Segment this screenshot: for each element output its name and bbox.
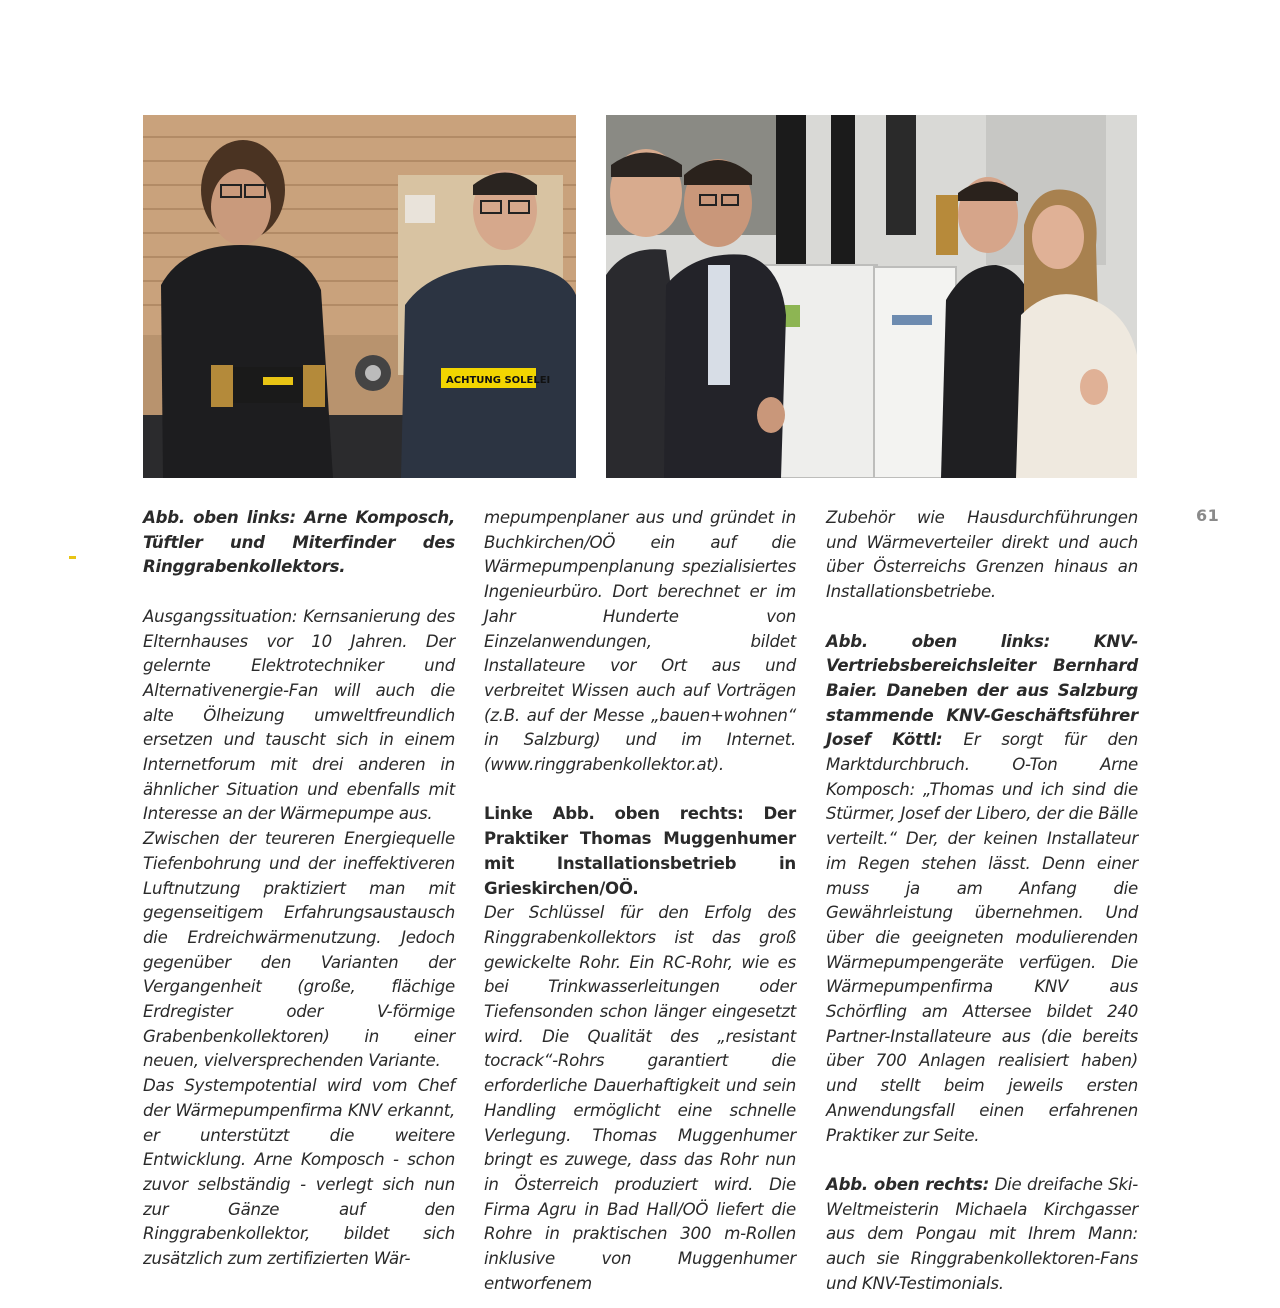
paragraph: Zwischen der teureren Energiequelle Tiefenbohrung und der ineffektiveren Luftnutzung praktiziert man mit gegenseitigem Erfahrungsaustausch die Erdreichwärmenutzung. Jedoch gegenüber den Varianten der Vergangenheit (große, flächige Erdregister oder V-förmige Grabenbenkollektoren) in einer neuen, vielversprechenden Variante. <box>143 829 455 1071</box>
paragraph: Zubehör wie Hausdurchführungen und Wärmeverteiler direkt und auch über Österreichs Grenzen hinaus an Installationsbetriebe. <box>826 508 1138 602</box>
page-number: 61 <box>1196 506 1220 525</box>
photo-left-illustration <box>143 115 576 478</box>
caption-right-photo-left: Linke Abb. oben rechts: Der Praktiker Thomas Muggenhumer mit Installationsbetrieb in Grieskirchen/OÖ. <box>484 804 796 898</box>
photo-right-illustration <box>606 115 1137 478</box>
caption-knv-paragraph <box>826 630 1138 1149</box>
paragraph: Das Systempotential wird vom Chef der Wärmepumpenfirma KNV erkannt, er unterstützt die weitere Entwicklung. Arne Komposch - schon zuvor selbständig - verlegt sich nun zur Gänze auf den Ringgrabenkollektor, bildet sich zusätzlich zum zertifizierten Wär- <box>143 1076 455 1269</box>
photo-left-arne-komposch-and-thomas-muggenhumer <box>143 115 576 478</box>
tape-text: ACHTUNG SOLELEI <box>446 375 551 386</box>
text-column-2 <box>484 506 796 1296</box>
margin-mark <box>69 556 76 559</box>
paragraph: Der Schlüssel für den Erfolg des Ringgrabenkollektors ist das groß gewickelte Rohr. Ein RC-Rohr, wie es bei Trinkwasserleitungen oder Tiefensonden schon länger eingesetzt wird. Die Qualität des „resistant tocrack“-Rohrs garantiert die erforderliche Dauerhaftigkeit und sein Handling ermöglicht eine schnelle Verlegung. Thomas Muggenhumer bringt es zuwege, dass das Rohr nun in Österreich produziert wird. Die Firma Agru in Bad Hall/OÖ liefert die Rohre in praktischen 300 m-Rollen inklusive von Muggenhumer entworfenem <box>484 903 796 1293</box>
paragraph: Ausgangssituation: Kernsanierung des Elternhauses vor 10 Jahren. Der gelernte Elektrotechniker und Alternativenergie-Fan will auch die alte Ölheizung umweltfreundlich ersetzen und tauscht sich in einem Internetforum mit drei anderen in ähnlicher Situation und ebenfalls mit Interesse an der Wärmepumpe aus. <box>143 606 455 824</box>
caption-right-photo-paragraph <box>826 1173 1138 1297</box>
caption-right-photo-text: Die dreifache Ski-Weltmeisterin Michaela Kirchgasser aus dem Pongau mit Ihrem Mann: auch sie Ringgrabenkollektoren-Fans und KNV-Testimonials. <box>826 1174 1138 1293</box>
text-column-3 <box>826 506 1138 1296</box>
paragraph: mepumpenplaner aus und gründet in Buchkirchen/OÖ ein auf die Wärmepumpenplanung spezialisiertes Ingenieurbüro. Dort berechnet er im Jahr Hunderte von Einzelanwendungen, bildet Installateure vor Ort aus und verbreitet Wissen auch auf Vorträgen (z.B. auf der Messe „bauen+wohnen“ in Salzburg) und im Internet. (www.ringgrabenkollektor.at). <box>484 508 796 775</box>
caption-left-photo: Abb. oben links: Arne Komposch, Tüftler und Miterfinder des Ringgrabenkollektors. <box>143 508 455 577</box>
caption-knv-text: Er sorgt für den Marktdurchbruch. O-Ton Arne Komposch: „Thomas und ich sind die Stürmer, Josef der Libero, der die Bälle verteilt.“ Der, der keinen Installateur im Regen stehen lässt. Denn einer muss ja am Anfang die Gewährleistung übernehmen. Und über die geeigneten modulierenden Wärmepumpengeräte verfügen. Die Wärmepumpenfirma KNV aus Schörfling am Attersee bildet 240 Partner-Installateure aus (die bereits über 700 Anlagen realisiert haben) und stellt beim jeweils ersten Anwendungsfall einen erfahrenen Praktiker zur Seite. <box>826 730 1138 1145</box>
photo-right-heat-pump-group <box>606 115 1137 478</box>
text-column-1 <box>143 506 455 1272</box>
caption-knv-bold: Abb. oben links: KNV-Vertriebsbereichsleiter Bernhard Baier. Daneben der aus Salzburg stammende KNV-Geschäftsführer Josef Köttl: <box>826 631 1138 750</box>
caption-right-photo-bold: Abb. oben rechts: <box>826 1174 990 1194</box>
